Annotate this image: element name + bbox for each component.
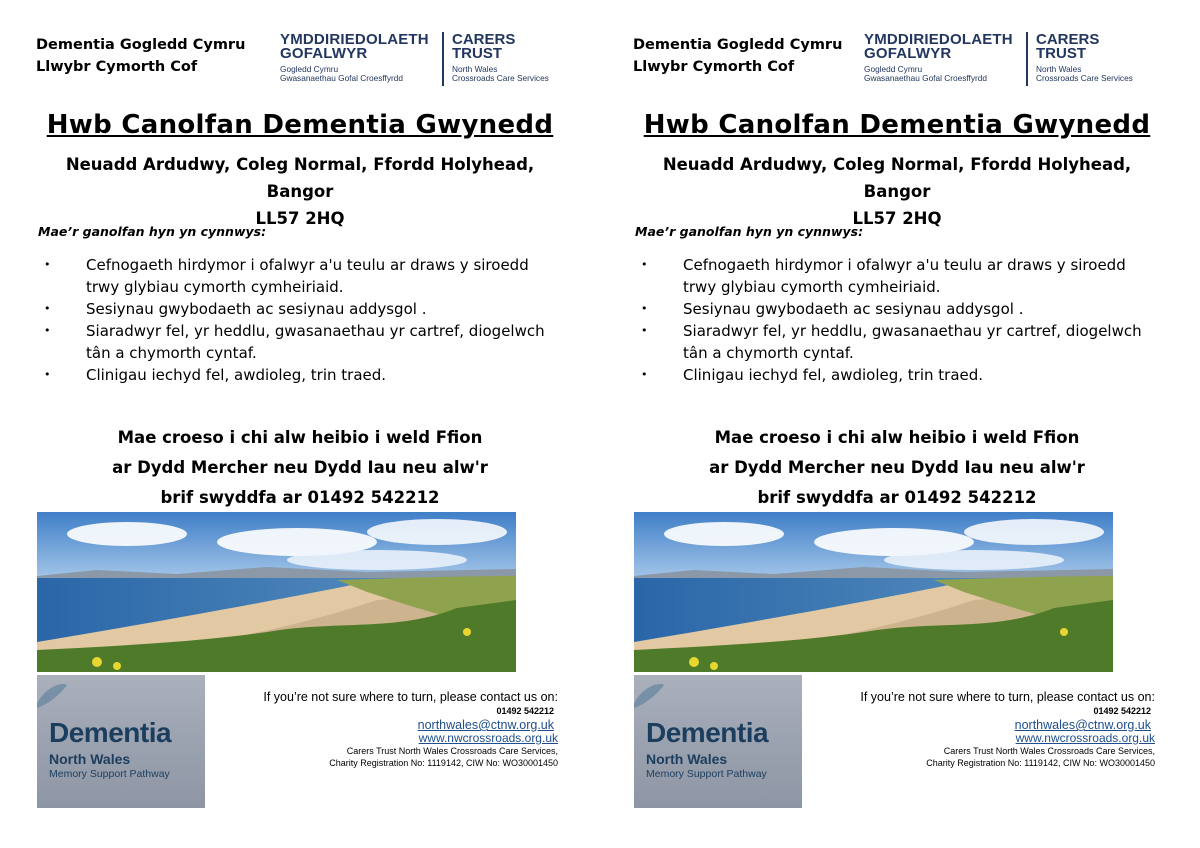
welcome-line-1: Mae croeso i chi alw heibio i weld Ffion	[117, 428, 483, 447]
logo-english-sub-2: Crossroads Care Services	[452, 73, 549, 83]
logo-english-line-1: CARERS	[452, 31, 516, 48]
list-item	[635, 298, 1155, 320]
list-item	[635, 320, 1155, 364]
contact-phone: 01492 542212	[496, 706, 554, 716]
contact-phone: 01492 542212	[1093, 706, 1151, 716]
butterfly-icon	[634, 679, 668, 715]
org-line-2: Llwybr Cymorth Cof	[633, 59, 795, 75]
logo-welsh-subtitle	[864, 65, 987, 83]
dementia-north-wales-logo	[37, 675, 205, 808]
org-line-1: Dementia Gogledd Cymru	[36, 37, 246, 53]
logo-english-subtitle	[452, 65, 549, 83]
logo-welsh-line-2: GOFALWYR	[864, 45, 952, 62]
logo-english-sub-1: North Wales	[1036, 64, 1082, 74]
contact-website-link[interactable]: www.nwcrossroads.org.uk	[418, 731, 558, 745]
welcome-line-2: ar Dydd Mercher neu Dydd Iau neu alw'r	[709, 458, 1085, 477]
list-item	[38, 298, 558, 320]
logo-welsh-line-1: YMDDIRIEDOLAETH	[280, 31, 429, 48]
address	[627, 151, 1167, 232]
welcome-message	[597, 423, 1197, 513]
list-item-text: Sesiynau gwybodaeth ac sesiynau addysgol .	[683, 300, 1024, 318]
flyer-title: Hwb Canolfan Dementia Gwynedd	[643, 110, 1151, 140]
beach-landscape-image	[37, 512, 516, 672]
dnw-logo-line-3: Memory Support Pathway	[646, 768, 767, 780]
address-line-1: Neuadd Ardudwy, Coleg Normal, Ffordd Holyhead, Bangor	[662, 155, 1132, 201]
logo-welsh-sub-2: Gwasanaethau Gofal Croesffyrdd	[864, 73, 987, 83]
bullet-icon: •	[641, 258, 648, 271]
logo-divider	[442, 32, 444, 86]
services-list	[635, 254, 1155, 386]
org-line-2: Llwybr Cymorth Cof	[36, 59, 198, 75]
beach-photo	[37, 512, 516, 672]
logo-english-sub-2: Crossroads Care Services	[1036, 73, 1133, 83]
welcome-message	[0, 423, 600, 513]
butterfly-icon	[37, 679, 71, 715]
dnw-logo-line-2: North Wales	[49, 751, 131, 767]
welcome-line-2: ar Dydd Mercher neu Dydd Iau neu alw'r	[112, 458, 488, 477]
list-item	[38, 254, 558, 298]
beach-landscape-image	[634, 512, 1113, 672]
logo-welsh-sub-2: Gwasanaethau Gofal Croesffyrdd	[280, 73, 403, 83]
list-item-text: Sesiynau gwybodaeth ac sesiynau addysgol .	[86, 300, 427, 318]
list-item-text: Siaradwyr fel, yr heddlu, gwasanaethau yr cartref, diogelwch tân a chymorth cyntaf.	[683, 322, 1142, 362]
beach-photo	[634, 512, 1113, 672]
logo-english-line-1: CARERS	[1036, 31, 1100, 48]
list-item-text: Clinigau iechyd fel, awdioleg, trin traed.	[683, 366, 984, 384]
charity-line-2: Charity Registration No: 1119142, CIW No: WO30001450	[329, 758, 558, 768]
welcome-line-3: brif swyddfa ar 01492 542212	[757, 488, 1037, 507]
address-line-2: LL57 2HQ	[255, 209, 345, 228]
org-line-1: Dementia Gogledd Cymru	[633, 37, 843, 53]
logo-welsh-sub-1: Gogledd Cymru	[864, 64, 923, 74]
contact-website-link[interactable]: www.nwcrossroads.org.uk	[1015, 731, 1155, 745]
contact-block	[215, 690, 558, 769]
charity-line-1: Carers Trust North Wales Crossroads Care Services,	[943, 746, 1155, 756]
bullet-icon: •	[641, 368, 648, 381]
bullet-icon: •	[44, 258, 51, 271]
list-item	[38, 320, 558, 364]
list-item	[38, 364, 558, 386]
organisation-name	[36, 34, 245, 78]
flyer-right	[597, 0, 1197, 848]
services-list	[38, 254, 558, 386]
bullet-icon: •	[44, 302, 51, 315]
welcome-line-1: Mae croeso i chi alw heibio i weld Ffion	[714, 428, 1080, 447]
dementia-north-wales-logo	[634, 675, 802, 808]
contact-email-link[interactable]: northwales@ctnw.org.uk	[1014, 718, 1151, 732]
contact-block	[812, 690, 1155, 769]
list-item-text: Cefnogaeth hirdymor i ofalwyr a'u teulu ar draws y siroedd trwy glybiau cymorth cymheiriaid.	[86, 256, 529, 296]
flyer-title: Hwb Canolfan Dementia Gwynedd	[46, 110, 554, 140]
carers-trust-logo	[864, 32, 1144, 88]
intro-text: Mae’r ganolfan hyn yn cynnwys:	[38, 224, 267, 239]
logo-english-line-2: TRUST	[1036, 45, 1086, 62]
intro-text: Mae’r ganolfan hyn yn cynnwys:	[635, 224, 864, 239]
logo-english-line-2: TRUST	[452, 45, 502, 62]
logo-welsh-line-2: GOFALWYR	[280, 45, 368, 62]
bullet-icon: •	[641, 324, 648, 337]
charity-line-2: Charity Registration No: 1119142, CIW No: WO30001450	[926, 758, 1155, 768]
organisation-name	[633, 34, 842, 78]
address-line-1: Neuadd Ardudwy, Coleg Normal, Ffordd Holyhead, Bangor	[65, 155, 535, 201]
bullet-icon: •	[44, 368, 51, 381]
bullet-icon: •	[44, 324, 51, 337]
list-item-text: Siaradwyr fel, yr heddlu, gwasanaethau yr cartref, diogelwch tân a chymorth cyntaf.	[86, 322, 545, 362]
list-item-text: Clinigau iechyd fel, awdioleg, trin traed.	[86, 366, 387, 384]
dnw-logo-line-1: Dementia	[646, 717, 769, 748]
logo-welsh-sub-1: Gogledd Cymru	[280, 64, 339, 74]
address	[30, 151, 570, 232]
charity-line-1: Carers Trust North Wales Crossroads Care Services,	[346, 746, 558, 756]
dnw-logo-line-1: Dementia	[49, 717, 172, 748]
logo-english-subtitle	[1036, 65, 1133, 83]
list-item-text: Cefnogaeth hirdymor i ofalwyr a'u teulu ar draws y siroedd trwy glybiau cymorth cymheiriaid.	[683, 256, 1126, 296]
contact-lead: If you’re not sure where to turn, please contact us on:	[263, 690, 558, 704]
contact-lead: If you’re not sure where to turn, please contact us on:	[860, 690, 1155, 704]
logo-welsh-subtitle	[280, 65, 403, 83]
dnw-logo-line-3: Memory Support Pathway	[49, 768, 170, 780]
dnw-logo-line-2: North Wales	[646, 751, 728, 767]
address-line-2: LL57 2HQ	[852, 209, 942, 228]
bullet-icon: •	[641, 302, 648, 315]
logo-divider	[1026, 32, 1028, 86]
logo-english-sub-1: North Wales	[452, 64, 498, 74]
contact-email-link[interactable]: northwales@ctnw.org.uk	[417, 718, 554, 732]
welcome-line-3: brif swyddfa ar 01492 542212	[160, 488, 440, 507]
carers-trust-logo	[280, 32, 560, 88]
logo-welsh-line-1: YMDDIRIEDOLAETH	[864, 31, 1013, 48]
list-item	[635, 254, 1155, 298]
list-item	[635, 364, 1155, 386]
